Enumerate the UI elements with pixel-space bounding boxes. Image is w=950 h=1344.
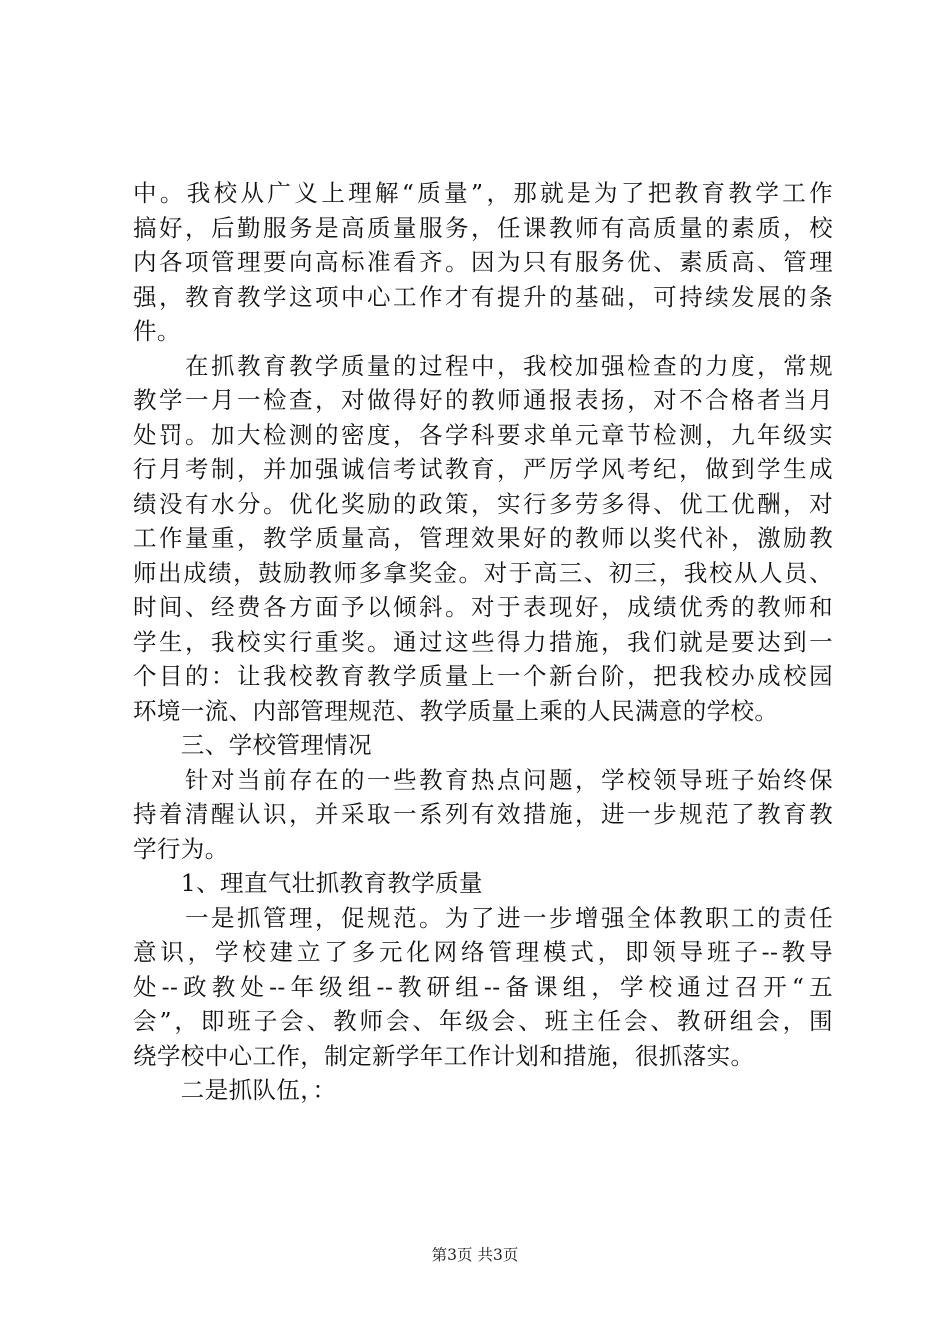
text-line: 会”，即班子会、教师会、年级会、班主任会、教研组会，围 <box>133 1007 833 1035</box>
section-heading: 三、学校管理情况 <box>133 731 372 759</box>
text-line: 针对当前存在的一些教育热点问题，学校领导班子始终保 <box>133 765 833 794</box>
text-line: 二是抓队伍，： <box>133 1076 337 1104</box>
document-body <box>133 176 833 1108</box>
text-line: 绩没有水分。优化奖励的政策，实行多劳多得、优工优酬，对 <box>133 489 833 518</box>
text-line: 强，教育教学这项中心工作才有提升的基础，可持续发展的条 <box>133 282 833 311</box>
text-line: 处--政教处--年级组--教研组--备课组，学校通过召开“五 <box>133 972 833 1001</box>
text-line: 时间、经费各方面予以倾斜。对于表现好，成绩优秀的教师和 <box>133 593 833 621</box>
text-line: 绕学校中心工作，制定新学年工作计划和措施，很抓落实。 <box>133 1041 755 1070</box>
text-line: 一是抓管理，促规范。为了进一步增强全体教职工的责任 <box>133 903 833 932</box>
text-line: 持着清醒认识，并采取一系列有效措施，进一步规范了教育教 <box>133 800 833 828</box>
text-line: 教学一月一检查，对做得好的教师通报表扬，对不合格者当月 <box>133 386 833 414</box>
text-line: 处罚。加大检测的密度，各学科要求单元章节检测，九年级实 <box>133 420 833 449</box>
text-line: 学行为。 <box>133 834 229 863</box>
text-line: 个目的：让我校教育教学质量上一个新台阶，把我校办成校园 <box>133 662 833 690</box>
text-line: 件。 <box>133 317 181 345</box>
text-line: 意识，学校建立了多元化网络管理模式，即领导班子--教导 <box>133 938 833 966</box>
page-number-footer: 第3页 共3页 <box>431 1246 519 1264</box>
text-line: 中。我校从广义上理解“质量”，那就是为了把教育教学工作 <box>133 179 833 207</box>
text-line: 学生，我校实行重奖。通过这些得力措施，我们就是要达到一 <box>133 627 833 656</box>
text-line: 环境一流、内部管理规范、教学质量上乘的人民满意的学校。 <box>133 696 779 725</box>
text-line: 师出成绩，鼓励教师多拿奖金。对于高三、初三，我校从人员、 <box>133 558 833 587</box>
text-line: 工作量重，教学质量高，管理效果好的教师以奖代补，激励教 <box>133 524 833 552</box>
text-line: 在抓教育教学质量的过程中，我校加强检查的力度，常规 <box>133 351 833 380</box>
text-line: 内各项管理要向高标准看齐。因为只有服务优、素质高、管理 <box>133 248 833 276</box>
text-line: 行月考制，并加强诚信考试教育，严厉学风考纪，做到学生成 <box>133 455 833 483</box>
text-line: 搞好，后勤服务是高质量服务，任课教师有高质量的素质，校 <box>133 213 833 242</box>
subsection-heading: 1、理直气壮抓教育教学质量 <box>133 869 483 897</box>
